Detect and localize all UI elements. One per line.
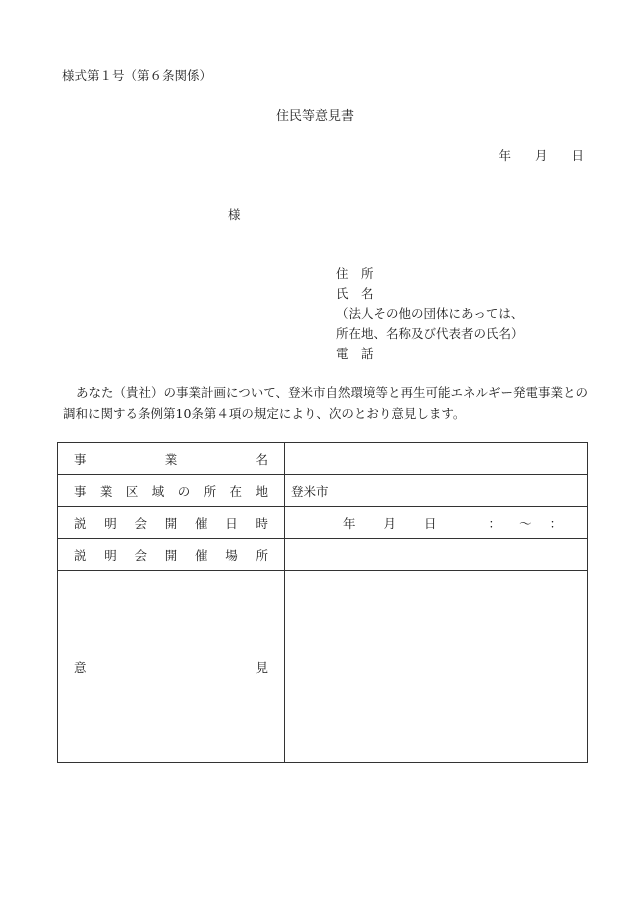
applicant-block: [336, 264, 524, 364]
row-label: [58, 475, 285, 507]
project-location-label: 事業区域の所在地: [74, 483, 268, 499]
date-year: 年: [498, 148, 511, 163]
project-location-field[interactable]: 登米市: [285, 475, 588, 507]
dt-colon-1: ：: [488, 515, 502, 531]
dt-year: 年: [343, 515, 356, 531]
dt-tilde: ～: [519, 515, 532, 531]
opinion-form-table: [57, 442, 588, 763]
corporate-note-line1: （法人その他の団体にあっては、: [336, 306, 524, 321]
row-label: [58, 443, 285, 475]
briefing-place-label: 説明会開催場所: [74, 547, 268, 563]
opinion-label: 意見: [74, 659, 268, 675]
briefing-place-field[interactable]: [285, 539, 588, 571]
datetime-template: [291, 514, 587, 532]
table-row: [58, 571, 588, 763]
date-line: [498, 146, 584, 164]
briefing-datetime-label: 説明会開催日時: [74, 515, 268, 531]
table-row: [58, 475, 588, 507]
form-number: 様式第１号（第６条関係）: [62, 68, 213, 83]
date-day: 日: [571, 148, 584, 163]
row-label: [58, 571, 285, 763]
table-row: [58, 539, 588, 571]
project-name-label: 事業名: [74, 451, 268, 467]
date-month: 月: [534, 148, 548, 163]
dt-month: 月: [383, 515, 397, 531]
table-row: [58, 443, 588, 475]
name-label: 氏 名: [336, 286, 374, 301]
corporate-note-line2: 所在地、名称及び代表者の氏名）: [336, 326, 524, 341]
phone-label: 電 話: [336, 346, 374, 361]
opinion-field[interactable]: [285, 571, 588, 763]
addressee-suffix: 様: [228, 207, 241, 222]
row-label: [58, 507, 285, 539]
row-label: [58, 539, 285, 571]
briefing-datetime-field[interactable]: [285, 507, 588, 539]
document-title: 住民等意見書: [275, 109, 354, 124]
dt-colon-2: ：: [549, 515, 563, 531]
body-paragraph: あなた（貴社）の事業計画について、登米市自然環境等と再生可能エネルギー発電事業との調和に関する条例第10条第４項の規定により、次のとおり意見します。: [63, 385, 589, 421]
dt-day: 日: [424, 515, 437, 531]
project-name-field[interactable]: [285, 443, 588, 475]
address-label: 住 所: [336, 266, 374, 281]
table-row: [58, 507, 588, 539]
